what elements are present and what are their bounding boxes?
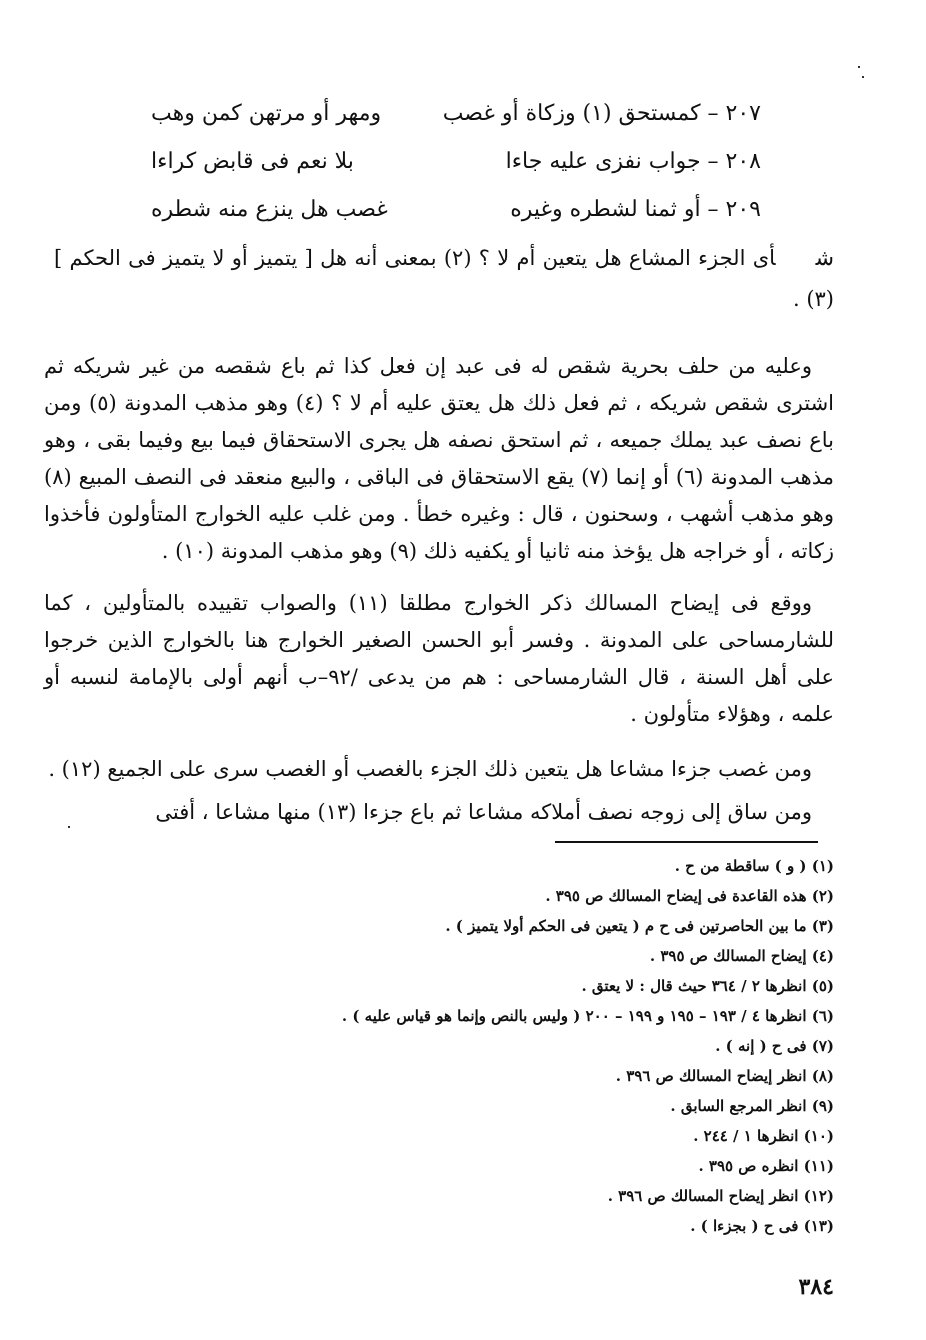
footnote: (١٣) فى ح ( بجزءا ) . bbox=[690, 1217, 834, 1235]
verse-second-hemistich: بلا نعم فى قابض كراءا bbox=[151, 149, 354, 174]
footnotes-list bbox=[34, 851, 834, 1241]
footnote: (١١) انظره ص ٣٩٥ . bbox=[698, 1157, 834, 1175]
verse-line bbox=[151, 188, 761, 232]
scan-speck bbox=[858, 66, 860, 68]
footnote: (١٠) انظرها ١ / ٢٤٤ . bbox=[693, 1127, 834, 1145]
footnote: (٧) فى ح ( إنه ) . bbox=[715, 1037, 834, 1055]
body-paragraph: وعليه من حلف بحرية شقص له فى عبد إن فعل كذا ثم باع شقصه من غير شريكه ثم اشترى شقص شريكه ، ثم فعل ذلك هل يعتق عليه أم لا ؟ (٤) وهو مذهب المدونة (٥) ومن باع نصف عبد يملك جميعه ، ثم استحق نصفه هل يجرى الاستحقاق فيما بيع وفيما بقى ، وهو مذهب المدونة (٦) أو إنما (٧) يقع الاستحقاق فى الباقى ، والبيع منعقد فى النصف المبيع (٨) وهو مذهب أشهب ، وسحنون ، قال : وغيره خطأ . ومن غلب عليه الخوارج المتأولون فأخذوا زكاته ، أو خراجه هل يؤخذ منه ثانيا أو يكفيه ذلك (٩) وهو مذهب المدونة (١٠) . bbox=[44, 354, 834, 563]
footnote: (٤) إيضاح المسالك ص ٣٩٥ . bbox=[649, 947, 834, 965]
body-paragraph: ووقع فى إيضاح المسالك ذكر الخوارج مطلقا (١١) والصواب تقييده بالمتأولين ، كما للشارمساحى على المدونة . وفسر أبو الحسن الصغير الخوارج هنا بالخوارج الذين خرجوا على أهل السنة ، قال الشارمساحى : هم من يدعى /٩٢–ب أنهم أولى بالإمامة لنسبه أو علمه ، وهؤلاء متأولون . bbox=[44, 591, 834, 726]
footnote: (٥) انظرها ٢ / ٣٦٤ حيث قال : لا يعتق . bbox=[581, 977, 834, 995]
commentary-intro bbox=[54, 238, 834, 319]
verse-second-hemistich: ومهر أو مرتهن كمن وهب bbox=[151, 101, 382, 126]
footnote: (١٢) انظر إيضاح المسالك ص ٣٩٦ . bbox=[607, 1187, 834, 1205]
verse-first-hemistich: ٢٠٩ – أو ثمنا لشطره وغيره bbox=[510, 197, 761, 222]
verse-second-hemistich: غصب هل ينزع منه شطره bbox=[151, 197, 388, 222]
scan-speck bbox=[68, 826, 70, 828]
footnote: (٩) انظر المرجع السابق . bbox=[670, 1097, 834, 1115]
footnote: (١) ( و ) ساقطة من ح . bbox=[674, 857, 834, 875]
verse-line bbox=[151, 92, 761, 136]
scan-speck bbox=[862, 76, 864, 78]
footnote: (٢) هذه القاعدة فى إيضاح المسالك ص ٣٩٥ . bbox=[545, 887, 834, 905]
verse-first-hemistich: ٢٠٧ – كمستحق (١) وزكاة أو غصب bbox=[442, 101, 761, 126]
verse-first-hemistich: ٢٠٨ – جواب نفزى عليه جاءا bbox=[505, 149, 761, 174]
verse-line bbox=[151, 140, 761, 184]
footnote: (٨) انظر إيضاح المسالك ص ٣٩٦ . bbox=[615, 1067, 834, 1085]
footnote: (٣) ما بين الحاصرتين فى ح م ( يتعين فى الحكم أولا يتميز ) . bbox=[445, 917, 834, 935]
commentary-text: أى الجزء المشاع هل يتعين أم لا ؟ (٢) بمعنى أنه هل [ يتميز أو لا يتميز فى الحكم ] (٣) . bbox=[54, 246, 834, 311]
footnote-separator bbox=[555, 841, 818, 843]
body-paragraph: ومن غصب جزءا مشاعا هل يتعين ذلك الجزء بالغصب أو الغصب سرى على الجميع (١٢) . bbox=[48, 757, 812, 781]
page-number: ٣٨٤ bbox=[798, 1274, 834, 1300]
footnote: (٦) انظرها ٤ / ١٩٣ – ١٩٥ و ١٩٩ – ٢٠٠ ( وليس بالنص وإنما هو قياس عليه ) . bbox=[341, 1007, 834, 1025]
commentary-marker: ش bbox=[815, 246, 834, 271]
body-paragraph: ومن ساق إلى زوجه نصف أملاكه مشاعا ثم باع جزءا (١٣) منها مشاعا ، أفتى bbox=[155, 800, 812, 824]
